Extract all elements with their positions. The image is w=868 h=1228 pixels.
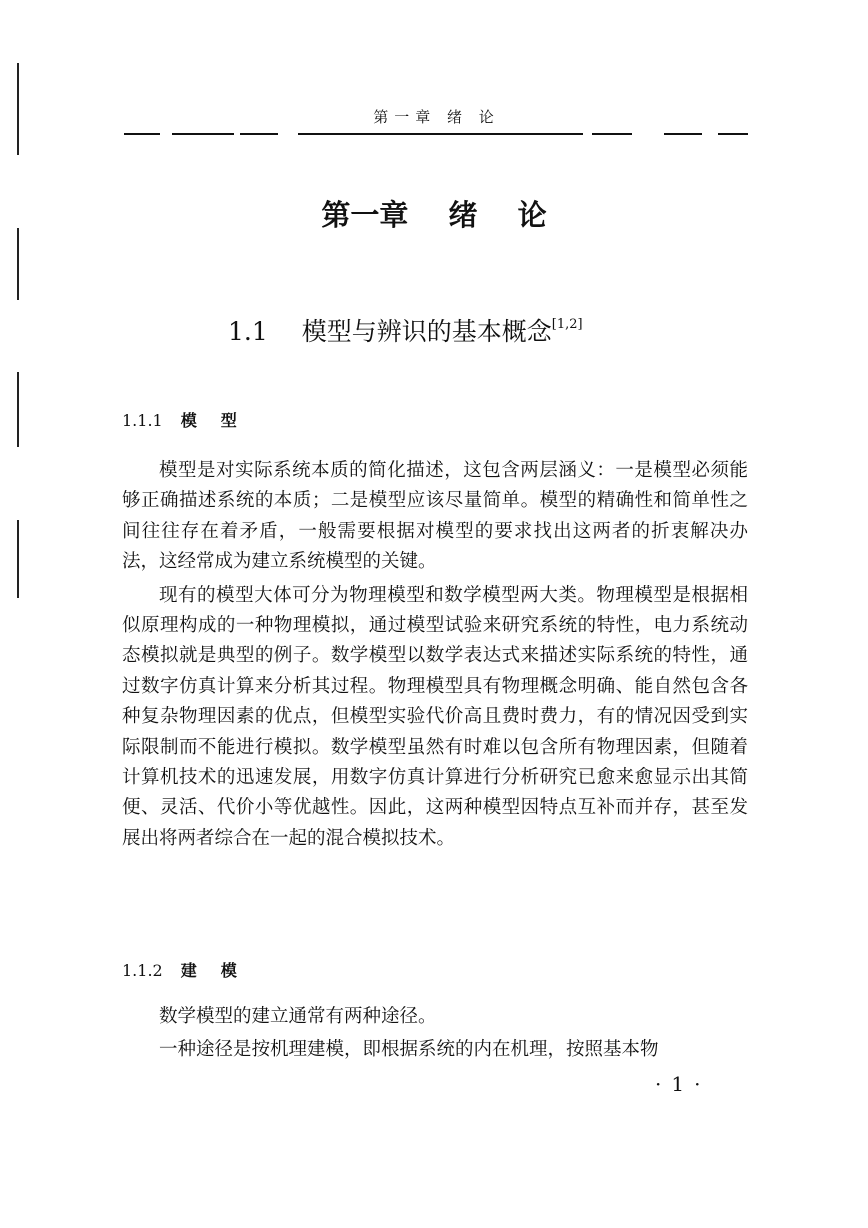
paragraph: 模型是对实际系统本质的简化描述，这包含两层涵义：一是模型必须能够正确描述系统的本质；二是模型应该尽量简单。模型的精确性和简单性之间往往存在着矛盾，一般需要根据对模型的要求找出这两者的折衷解决办法，这经常成为建立系统模型的关键。: [122, 460, 748, 573]
citation-reference: [1,2]: [551, 317, 583, 332]
header-rule: [240, 133, 278, 135]
scan-mark: [17, 228, 19, 300]
subsection-heading-model: [122, 408, 261, 431]
section-title-text: 模型与辨识的基本概念: [301, 317, 552, 346]
paragraph: 现有的模型大体可分为物理模型和数学模型两大类。物理模型是根据相似原理构成的一种物理模拟，通过模型试验来研究系统的特性，电力系统动态模拟就是典型的例子。数学模型以数学表达式来描述实际系统的特性，通过数字仿真计算来分析其过程。物理模型具有物理概念明确、能自然包含各种复杂物理因素的优点，但模型实验代价高且费时费力，有的情况因受到实际限制而不能进行模拟。数学模型虽然有时难以包含所有物理因素，但随着计算机技术的迅速发展，用数字仿真计算进行分析研究已愈来愈显示出其简便、灵活、代价小等优越性。因此，这两种模型因特点互补而并存，甚至发展出将两者综合在一起的混合模拟技术。: [122, 584, 748, 849]
subsection-body-modeling: [122, 1002, 748, 1066]
subsection-heading-modeling: [122, 958, 261, 981]
page-number: ·1·: [655, 1072, 711, 1096]
header-rule: [124, 133, 160, 135]
section-title: [228, 312, 583, 348]
header-rule: [298, 133, 583, 135]
subsection-number: 1.1.2: [122, 961, 163, 980]
scan-mark: [17, 372, 19, 447]
paragraph: 数学模型的建立通常有两种途径。: [159, 1006, 437, 1027]
subsection-number: 1.1.1: [122, 411, 163, 430]
scan-mark: [17, 520, 19, 598]
running-header: 第一章 绪 论: [373, 108, 500, 126]
subsection-body-model: [122, 456, 748, 854]
paragraph: 一种途径是按机理建模，即根据系统的内在机理，按照基本物: [159, 1039, 659, 1061]
header-rule: [172, 133, 234, 135]
subsection-title: 建模: [180, 961, 261, 980]
header-rule: [592, 133, 632, 135]
subsection-title: 模型: [180, 411, 261, 430]
header-rule: [718, 133, 748, 135]
header-rule: [664, 133, 702, 135]
section-number: 1.1: [228, 317, 268, 346]
scan-mark: [17, 63, 19, 155]
chapter-title: 第一章 绪 论: [321, 198, 547, 232]
